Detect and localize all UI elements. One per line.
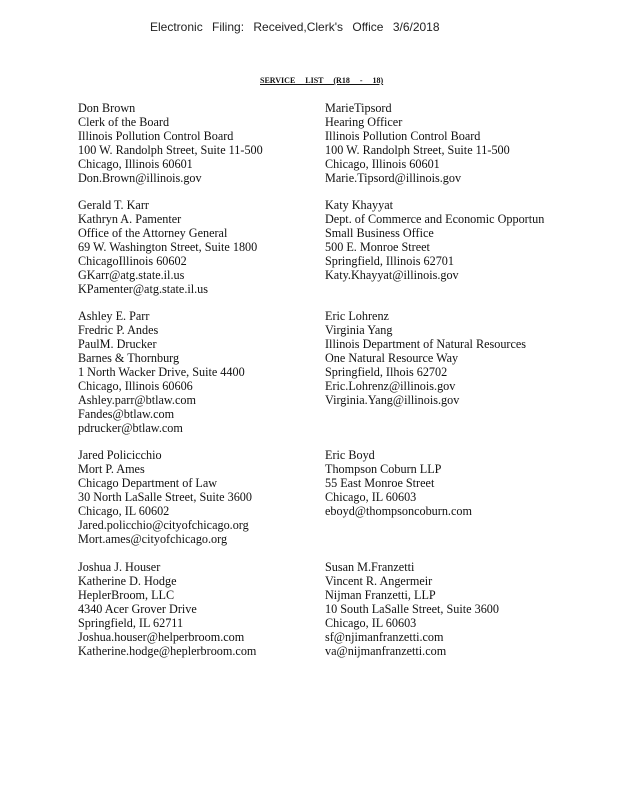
contact-block-franzetti bbox=[325, 560, 499, 658]
contact-name: Eric Lohrenz bbox=[325, 309, 389, 323]
contact-office: Small Business Office bbox=[325, 226, 434, 240]
contact-city: Chicago, IL 60603 bbox=[325, 490, 417, 504]
contact-organization: Office of the Attorney General bbox=[78, 226, 228, 240]
contact-block-brown bbox=[78, 101, 263, 185]
contact-email: va@nijmanfranzetti.com bbox=[325, 644, 447, 658]
contact-name: Mort P. Ames bbox=[78, 462, 145, 476]
contact-email: Joshua.houser@helperbroom.com bbox=[78, 630, 245, 644]
contact-organization: Illinois Pollution Control Board bbox=[325, 129, 481, 143]
contact-street: 1 North Wacker Drive, Suite 4400 bbox=[78, 365, 245, 379]
contact-organization: Illinois Pollution Control Board bbox=[78, 129, 234, 143]
contact-street: 100 W. Randolph Street, Suite 11-500 bbox=[78, 143, 263, 157]
contact-street: 10 South LaSalle Street, Suite 3600 bbox=[325, 602, 499, 616]
contact-city: ChicagoIllinois 60602 bbox=[78, 254, 187, 268]
contact-name: Katy Khayyat bbox=[325, 198, 394, 212]
contact-name: Katherine D. Hodge bbox=[78, 574, 177, 588]
contact-name: Jared Policicchio bbox=[78, 448, 162, 462]
contact-block-karr bbox=[78, 198, 257, 296]
contact-organization: Thompson Coburn LLP bbox=[325, 462, 442, 476]
contact-email: sf@njimanfranzetti.com bbox=[325, 630, 444, 644]
contact-organization: Barnes & Thornburg bbox=[78, 351, 180, 365]
contact-street: 55 East Monroe Street bbox=[325, 476, 435, 490]
contact-email: GKarr@atg.state.il.us bbox=[78, 268, 185, 282]
contact-block-parr bbox=[78, 309, 245, 435]
contact-city: Chicago, Illinois 60601 bbox=[325, 157, 440, 171]
contact-email: Fandes@btlaw.com bbox=[78, 407, 175, 421]
contact-name: Gerald T. Karr bbox=[78, 198, 149, 212]
contact-street: 30 North LaSalle Street, Suite 3600 bbox=[78, 490, 252, 504]
contact-block-lohrenz bbox=[325, 309, 526, 407]
contact-title: Hearing Officer bbox=[325, 115, 403, 129]
contact-street: 69 W. Washington Street, Suite 1800 bbox=[78, 240, 258, 254]
contact-city: Springfield, IL 62711 bbox=[78, 616, 184, 630]
contact-organization: Dept. of Commerce and Economic Opportun bbox=[325, 212, 545, 226]
contact-street: 100 W. Randolph Street, Suite 11-500 bbox=[325, 143, 510, 157]
contact-name: Don Brown bbox=[78, 101, 136, 115]
contact-name: PaulM. Drucker bbox=[78, 337, 157, 351]
contact-email: pdrucker@btlaw.com bbox=[78, 421, 183, 435]
contact-block-boyd bbox=[325, 448, 472, 518]
contact-name: Virginia Yang bbox=[325, 323, 393, 337]
contact-email: Jared.policchio@cityofchicago.org bbox=[78, 518, 249, 532]
contact-email: Don.Brown@illinois.gov bbox=[78, 171, 202, 185]
contact-email: Eric.Lohrenz@illinois.gov bbox=[325, 379, 456, 393]
contact-email: Marie.Tipsord@illinois.gov bbox=[325, 171, 462, 185]
contact-email: KPamenter@atg.state.il.us bbox=[78, 282, 209, 296]
contact-title: Clerk of the Board bbox=[78, 115, 170, 129]
contact-block-khayyat bbox=[325, 198, 544, 282]
contact-organization: Illinois Department of Natural Resources bbox=[325, 337, 527, 351]
contact-email: Virginia.Yang@illinois.gov bbox=[325, 393, 460, 407]
contact-city: Springfield, Illinois 62701 bbox=[325, 254, 454, 268]
contact-city: Chicago, Illinois 60601 bbox=[78, 157, 193, 171]
contact-name: MarieTipsord bbox=[325, 101, 392, 115]
contact-organization: Chicago Department of Law bbox=[78, 476, 218, 490]
contact-name: Joshua J. Houser bbox=[78, 560, 161, 574]
contact-city: Springfield, Ilhois 62702 bbox=[325, 365, 448, 379]
contact-email: eboyd@thompsoncoburn.com bbox=[325, 504, 472, 518]
contact-block-tipsord bbox=[325, 101, 510, 185]
contact-name: Vincent R. Angermeir bbox=[325, 574, 433, 588]
service-list-title: SERVICE LIST (R18 - 18) bbox=[260, 76, 384, 85]
contact-email: Mort.ames@cityofchicago.org bbox=[78, 532, 228, 546]
contact-name: Ashley E. Parr bbox=[78, 309, 150, 323]
contact-block-policicchio bbox=[78, 448, 252, 546]
contact-organization: Nijman Franzetti, LLP bbox=[325, 588, 436, 602]
contact-name: Fredric P. Andes bbox=[78, 323, 159, 337]
contact-street: One Natural Resource Way bbox=[325, 351, 459, 365]
contact-email: Katherine.hodge@heplerbroom.com bbox=[78, 644, 257, 658]
contact-street: 500 E. Monroe Street bbox=[325, 240, 430, 254]
contact-email: Ashley.parr@btlaw.com bbox=[78, 393, 196, 407]
contact-organization: HeplerBroom, LLC bbox=[78, 588, 175, 602]
contact-city: Chicago, Illinois 60606 bbox=[78, 379, 193, 393]
contact-street: 4340 Acer Grover Drive bbox=[78, 602, 197, 616]
contact-name: Susan M.Franzetti bbox=[325, 560, 415, 574]
contact-name: Eric Boyd bbox=[325, 448, 375, 462]
contact-city: Chicago, IL 60603 bbox=[325, 616, 417, 630]
electronic-filing-header: Electronic Filing: Received,Clerk's Office 3/6/2018 bbox=[150, 20, 440, 34]
contact-city: Chicago, IL 60602 bbox=[78, 504, 170, 518]
contact-name: Kathryn A. Pamenter bbox=[78, 212, 182, 226]
contact-email: Katy.Khayyat@illinois.gov bbox=[325, 268, 459, 282]
contact-block-houser bbox=[78, 560, 256, 658]
